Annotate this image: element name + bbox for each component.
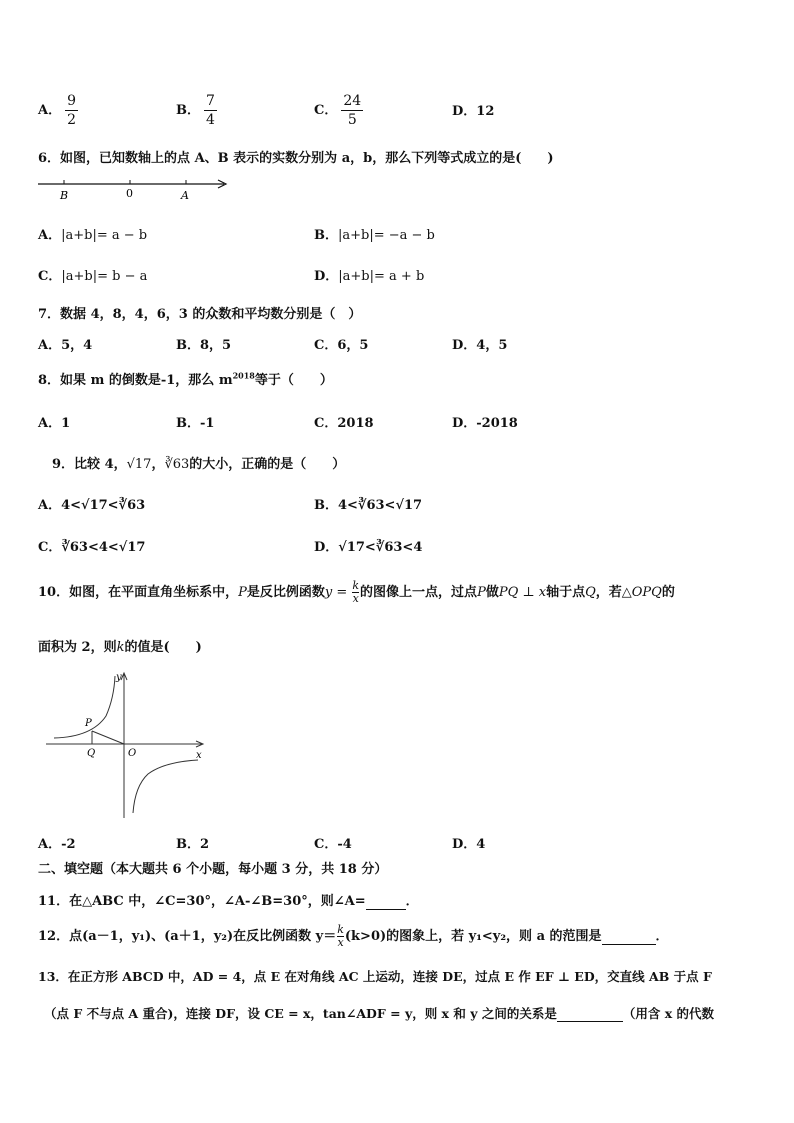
q10-stem: 10．如图，在平面直角坐标系中，P是反比例函数y = $\frac{k}{x}$ 的图像上一点，过点P做PQ ⊥ x轴于点Q，若△OPQ的 — [38, 579, 675, 605]
q12-stem: 12．点(a－1，y₁)、(a＋1，y₂)在反比例函数 y＝ $\frac{k}{x}$ (k>0)的图象上，若 y₁<y₂，则 a 的范围是 ． — [38, 923, 669, 949]
q9-option-d: D．√17<∛63<4 — [314, 540, 423, 555]
q10-stem-line2: 面积为 2，则k的值是( ) — [38, 640, 202, 655]
q12-answer-blank — [602, 929, 656, 945]
q11-answer-blank — [366, 894, 406, 910]
q9-option-a: A．4<√17<∛63 — [38, 498, 146, 513]
q13-stem-line2: （点 F 不与点 A 重合)，连接 DF，设 CE = x，tan∠ADF = y，则 x 和 y 之间的关系是 （用含 x 的代数 — [44, 1006, 715, 1021]
q9-stem: 9．比较 4，√17，∛63的大小，正确的是（ ） — [52, 457, 346, 472]
q6-option-d: D．|a+b|= a + b — [314, 269, 425, 284]
q5-option-d: D．12 — [452, 104, 495, 119]
q5-a-fraction: $\frac{9}{2}$ — [67, 93, 77, 128]
q7-option-b: B．8，5 — [176, 338, 232, 353]
q5-option-a: A． $\frac{9}{2}$ — [38, 93, 77, 128]
axis-label-b: B — [60, 189, 69, 202]
q5-option-b: B． $\frac{7}{4}$ — [176, 93, 215, 128]
q7-option-a: A．5，4 — [38, 338, 93, 353]
q6-stem: 6．如图，已知数轴上的点 A、B 表示的实数分别为 a，b，那么下列等式成立的是( ) — [38, 151, 554, 166]
q13-answer-blank — [557, 1006, 623, 1022]
q10-option-d: D．4 — [452, 837, 486, 852]
q11-stem: 11．在△ABC 中，∠C=30°，∠A-∠B=30°，则∠A= ． — [38, 894, 419, 909]
q8-option-d: D．-2018 — [452, 416, 518, 431]
q5-c-fraction: $\frac{24}{5}$ — [343, 93, 362, 128]
q6-number-line — [36, 174, 236, 204]
q7-option-d: D．4，5 — [452, 338, 508, 353]
q8-option-a: A．1 — [38, 416, 71, 431]
q10-option-a: A．-2 — [38, 837, 76, 852]
section-2-heading: 二、填空题（本大题共 6 个小题，每小题 3 分，共 18 分） — [38, 862, 388, 877]
q8-option-b: B．-1 — [176, 416, 215, 431]
q10-function-fraction: $\frac{k}{x}$ — [352, 579, 360, 605]
graph-label-y: y — [116, 672, 122, 683]
q9-option-b: B．4<∛63<√17 — [314, 498, 423, 513]
q9-option-c: C．∛63<4<√17 — [38, 540, 146, 555]
q13-stem-line1: 13．在正方形 ABCD 中，AD = 4，点 E 在对角线 AC 上运动，连接 DE，过点 E 作 EF ⊥ ED，交直线 AB 于点 F — [38, 969, 712, 984]
q6-option-b: B．|a+b|= −a − b — [314, 228, 435, 243]
q10-option-b: B．2 — [176, 837, 210, 852]
q8-option-c: C．2018 — [314, 416, 374, 431]
graph-label-o: O — [128, 748, 137, 759]
q5-b-fraction: $\frac{7}{4}$ — [206, 93, 215, 128]
q5-option-c: C． $\frac{24}{5}$ — [314, 93, 362, 128]
q7-option-c: C．6，5 — [314, 338, 369, 353]
q6-option-c: C．|a+b|= b − a — [38, 269, 148, 284]
q8-stem: 8．如果 m 的倒数是-1，那么 $m^{2018}$等于（ ） — [38, 370, 333, 388]
axis-label-a: A — [181, 189, 189, 202]
q12-function-fraction: $\frac{k}{x}$ — [337, 923, 344, 949]
q10-option-c: C．-4 — [314, 837, 352, 852]
graph-label-q: Q — [87, 748, 96, 759]
graph-label-p: P — [85, 718, 92, 729]
axis-label-zero: 0 — [126, 187, 133, 200]
graph-label-x: x — [196, 750, 202, 761]
q10-graph — [40, 668, 210, 820]
q6-option-a: A．|a+b|= a − b — [38, 228, 148, 243]
q7-stem: 7．数据 4，8，4，6，3 的众数和平均数分别是（ ） — [38, 307, 362, 322]
